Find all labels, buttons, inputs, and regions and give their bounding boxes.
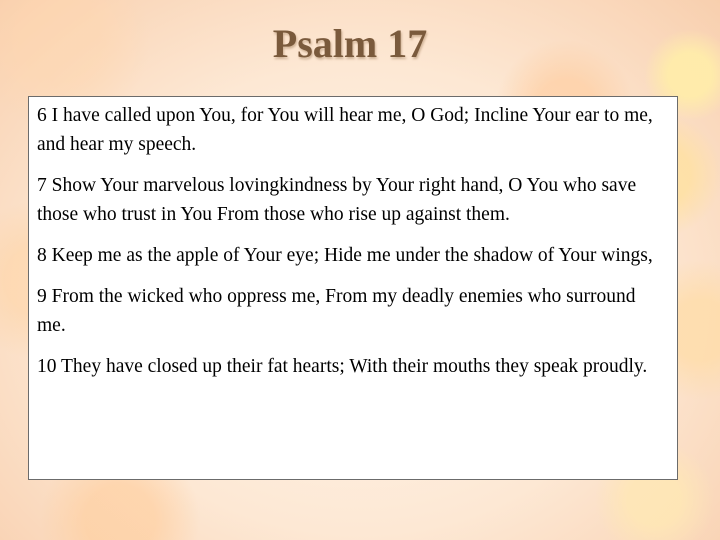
scripture-text-box: [28, 96, 678, 480]
slide-title: Psalm 17: [272, 21, 428, 66]
verse-10: 10 They have closed up their fat hearts; With their mouths they speak proudly.: [37, 356, 648, 377]
verse-9: 9 From the wicked who oppress me, From my deadly enemies who surround me.: [37, 286, 636, 336]
verse-7: 7 Show Your marvelous lovingkindness by Your right hand, O You who save those who trust in You From those who rise up against them.: [37, 175, 637, 225]
verse-8: 8 Keep me as the apple of Your eye; Hide me under the shadow of Your wings,: [37, 245, 653, 266]
verse-6: 6 I have called upon You, for You will hear me, O God; Incline Your ear to me, and hear my speech.: [37, 105, 653, 155]
